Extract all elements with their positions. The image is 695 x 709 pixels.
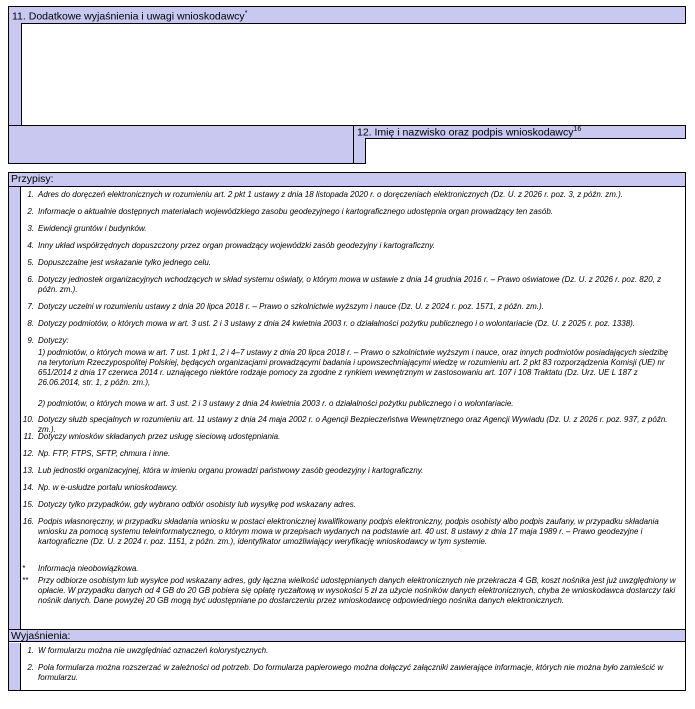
przypisy-heading: Przypisy: xyxy=(9,173,685,187)
przypisy-strip xyxy=(9,187,21,629)
wyjasnienia-heading: Wyjaśnienia: xyxy=(9,629,685,642)
signature-field[interactable] xyxy=(365,138,686,164)
section-12-footnote: 16 xyxy=(573,126,582,133)
section-11-title: 11. Dodatkowe wyjaśnienia i uwagi wnioskodawcy* xyxy=(12,10,248,23)
section-11-panel xyxy=(8,6,686,164)
wyjasnienia-strip xyxy=(9,643,21,690)
additional-remarks-field[interactable] xyxy=(21,23,686,125)
divider xyxy=(353,125,354,163)
section-11-mark: * xyxy=(244,10,248,17)
section-12-title: 12. Imię i nazwisko oraz podpis wnioskodawcy$^{16}$ xyxy=(357,126,582,139)
divider xyxy=(9,125,685,126)
notes-panel: Przypisy: 1. Adres do doręczeń elektronicznych w rozumieniu art. 2 pkt 1 ustawy z dnia 18 listopada 2020 r. o doręczeniach elektronicznych (Dz. U. z 2026 r. poz. 3, z późn. zm.). 2. Informacje o aktualnie dostępnych materiałach wojewódzkiego zasobu geodezyjnego i kartograficznego udostępnia organ prowadzący ten zasób. 3. Ewidencji gruntów i budynków. 4. Inny układ współrzędnych dopuszczony przez organ prowadzący wojewódzki zasób geodezyjny i kartograficzny. 5. Dopuszczalne jest wskazanie tylko jednego celu. 6. Dotyczy jednostek organizacyjnych wchodzących w skład systemu oświaty, o którym mowa w ustawie z dnia 14 grudnia 2016 r. – Prawo oświatowe (Dz. U. z 2026 r. poz. 820, z późn. zm.). 7. Dotyczy uczelni w rozumieniu ustawy z dnia 20 lipca 2018 r. – Prawo o szkolnictwie wyższym i nauce (Dz. U. z 2024 r. poz. 1571, z późn. zm.). 8. Dotyczy podmiotów, o których mowa w art. 3 ust. 2 i 3 ustawy z dnia 24 kwietnia 2003 r. o działalności pożytku publicznego i o wolontariacie (Dz. U. z 2025 r. poz. 1338). 9. Dotyczy: 1) podmiotów, o których mowa w art. 7 ust. 1 pkt 1, 2 i 4–7 ustawy z dnia 20 lipca 2018 r. – Prawo o szkolnictwie wyższym i nauce, oraz innych podmiotów posiadających siedzibę na terytorium Rzeczypospolitej Polskiej, będących organizacjami prowadzącymi badania i upowszechniającymi wiedzę w rozumieniu art. 2 pkt 83 rozporządzenia Komisji (UE) nr 651/2014 z dnia 17 czerwca 2014 r. uznającego niektóre rodzaje pomocy za zgodne z rynkiem wewnętrznym w zastosowaniu art. 107 i 108 Traktatu (Dz. Urz. UE L 187 z 26.06.2014, str. 1, z późn. zm.), 2) podmiotów, o których mowa w art. 3 ust. 2 i 3 ustawy z dnia 24 kwietnia 2003 r. o działalności pożytku publicznego i o wolontariacie. 10. Dotyczy służb specjalnych w rozumieniu art. 11 ustawy z dnia 24 maja 2002 r. o Agencji Bezpieczeństwa Wewnętrznego oraz Agencji Wywiadu (Dz. U. z 2026 r. poz. 937, z późn. zm.). 11. Dotyczy wniosków składanych przez usługę sieciową udostępniania. 12. Np. FTP, FTPS, SFTP, chmura i inne. 13. Lub jednostki organizacyjnej, która w imieniu organu prowadzi państwowy zasób geodezyjny i kartograficzny. 14. Np. w e-usłudze portalu wnioskodawcy. 15. Dotyczy tylko przypadków, gdy wybrano odbiór osobisty lub wysyłkę pod wskazany adres. 16. Podpis własnoręczny, w przypadku składania wniosku w postaci elektronicznej kwalifikowany podpis elektroniczny, podpis osobisty albo podpis zaufany, w przypadku składania wniosku za pomocą systemu teleinformatycznego, o którym mowa w przepisach wydanych na podstawie art. 40 ust. 8 ustawy z dnia 17 maja 1989 r. – Prawo geodezyjne i kartograficzne (Dz. U. z 2024 r. poz. 1151, z późn. zm.), identyfikator umożliwiający weryfikację wnioskodawcy w tym systemie. * Informacja nieobowiązkowa. ** Przy odbiorze osobistym lub wysyłce pod wskazany adres, gdy łączna wielkość udostępnianych danych elektronicznych nie przekracza 4 GB, koszt nośnika jest już uwzględniony w opłacie. W przypadku danych od 4 GB do 20 GB pobiera się opłatę ryczałtową w wysokości 5 zł za użycie nośników danych elektronicznych, chyba że wnioskodawca dostarczy taki nośnik danych. Dane powyżej 20 GB mogą być udostępniane po dostarczeniu przez wnioskodawcę odpowiedniego nośnika danych elektronicznych. Wyjaśnienia: 1. W formularzu można nie uwzględniać oznaczeń kolorystycznych. 2. Pola formularza można rozszerzać w zależności od potrzeb. Do formularza papierowego można dołączyć załączniki zawierające informacje, których nie można było zamieścić w formularzu. xyxy=(8,172,686,691)
